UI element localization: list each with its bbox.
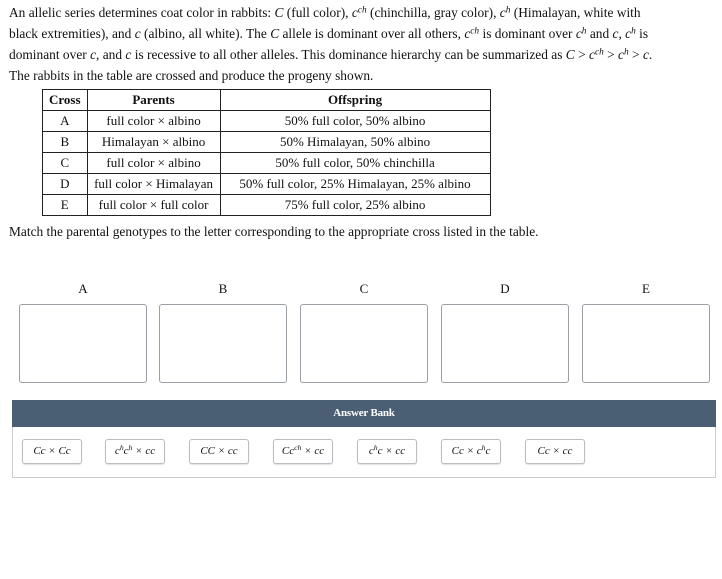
cross-letter: A [43,111,88,132]
target-label-b: B [218,281,228,296]
table-row [43,111,491,132]
parents-cell: full color × full color [87,195,220,216]
offspring-cell: 50% full color, 25% Himalayan, 25% albino [220,174,490,195]
question-text [9,2,713,86]
crosses-table [42,89,491,216]
answer-chip[interactable]: $c^hc^h$ × cc [105,439,165,464]
target-label-a: A [78,281,88,296]
table-row [43,132,491,153]
header-parents: Parents [87,90,220,111]
drop-zone-b[interactable] [159,304,287,383]
parents-cell: Himalayan × albino [87,132,220,153]
answer-chip[interactable]: $Cc^{ch}$ × cc [273,439,333,464]
cross-letter: C [43,153,88,174]
drop-zone-a[interactable] [19,304,147,383]
drop-zone-d[interactable] [441,304,569,383]
table-row [43,174,491,195]
cross-letter: E [43,195,88,216]
offspring-cell: 50% full color, 50% chinchilla [220,153,490,174]
drop-zone-e[interactable] [582,304,710,383]
answer-chip[interactable]: Cc × cc [525,439,585,464]
answer-chip[interactable]: CC × cc [189,439,249,464]
answer-chip[interactable]: Cc × Cc [22,439,82,464]
answer-chip[interactable]: $Cc \times c^hc$ [441,439,501,464]
offspring-cell: 50% Himalayan, 50% albino [220,132,490,153]
header-offspring: Offspring [220,90,490,111]
instruction-text: Match the parental genotypes to the letter corresponding to the appropriate cross listed in the table. [9,224,539,239]
question-line-2: black extremities), and c (albino, all white). The C allele is dominant over all others, $c^{ch}$ is dominant over $c^h$ and c, $c^h$ is [9,26,649,41]
target-label-d: D [500,281,510,296]
target-label-e: E [642,281,650,296]
question-line-1: An allelic series determines coat color in rabbits: C (full color), $c^{ch}$ (chinchilla, gray color), $c^h$ (Himalayan, white with [9,5,641,20]
table-header-row [43,90,491,111]
answer-chip[interactable]: $c^hc$ × cc [357,439,417,464]
table-row [43,195,491,216]
parents-cell: full color × albino [87,153,220,174]
question-line-3: dominant over c, and c is recessive to all other alleles. This dominance hierarchy can be summarized as $C > c^{ch} > c^h > c$. [9,47,653,62]
cross-letter: B [43,132,88,153]
parents-cell: full color × albino [87,111,220,132]
answer-bank-header: Answer Bank [12,400,716,427]
offspring-cell: 50% full color, 50% albino [220,111,490,132]
drop-zone-c[interactable] [300,304,428,383]
header-cross: Cross [43,90,88,111]
target-label-c: C [359,281,369,296]
table-row [43,153,491,174]
offspring-cell: 75% full color, 25% albino [220,195,490,216]
parents-cell: full color × Himalayan [87,174,220,195]
cross-letter: D [43,174,88,195]
question-line-4: The rabbits in the table are crossed and produce the progeny shown. [9,68,374,83]
